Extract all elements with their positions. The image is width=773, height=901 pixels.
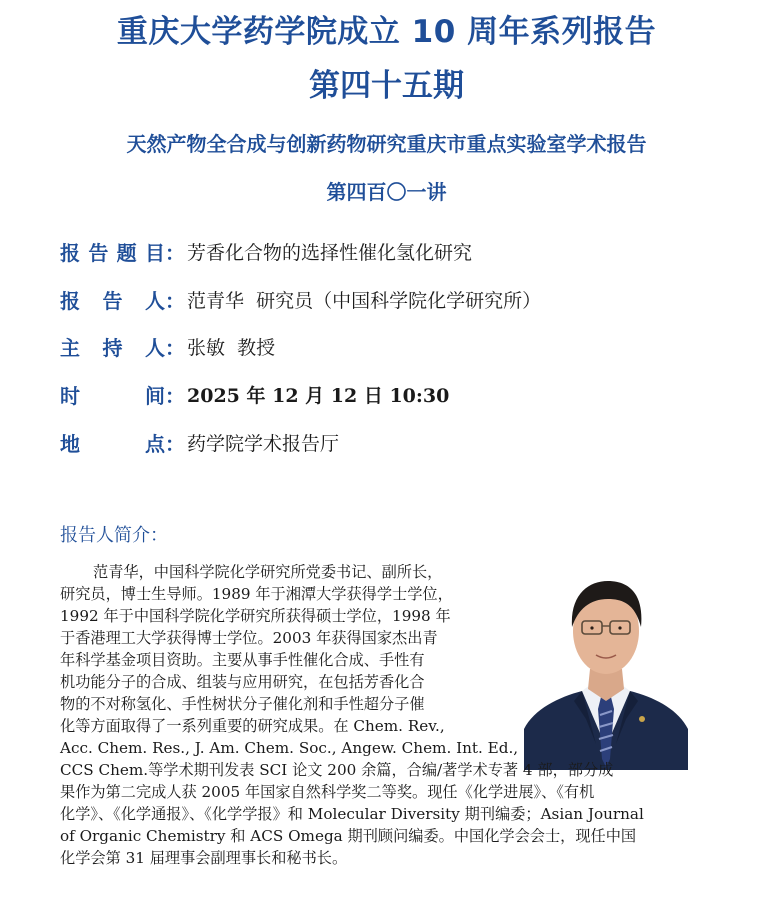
time-label: 时 间 xyxy=(60,383,165,408)
issue-number: 第四十五期 xyxy=(309,68,464,104)
speaker-photo xyxy=(524,569,688,770)
lecture-number: 第四百〇一讲 xyxy=(326,180,447,204)
bio-line: 于香港理工大学获得博士学位。2003 年获得国家杰出青 xyxy=(60,629,438,647)
speaker-row: 报 告 人 ： 范青华 研究员（中国科学院化学研究所） xyxy=(60,285,541,313)
bio-heading: 报告人简介： xyxy=(60,525,168,546)
place-label: 地 点 xyxy=(60,431,165,456)
bio-line: 化学》、《化学通报》、《化学学报》和 Molecular Diversity 期刊编委；Asian Journal xyxy=(60,805,644,823)
speaker-portrait-image xyxy=(524,569,688,770)
bio-line: Acc. Chem. Res., J. Am. Chem. Soc., Angew. Chem. Int. Ed., xyxy=(60,739,519,757)
bio-line: 化学会第 31 届理事会副理事长和秘书长。 xyxy=(60,849,348,867)
speaker-value: 范青华 研究员（中国科学院化学研究所） xyxy=(187,289,542,312)
bio-line: CCS Chem.等学术期刊发表 SCI 论文 200 余篇，合编/著学术专著 4 部，部分成 xyxy=(60,761,614,779)
speaker-label: 报 告 人 xyxy=(60,288,165,313)
bio-line: of Organic Chemistry 和 ACS Omega 期刊顾问编委。中国化学会会士，现任中国 xyxy=(60,827,637,845)
topic-label: 报 告 题 目 xyxy=(60,240,165,265)
host-label: 主 持 人 xyxy=(60,335,165,360)
page-title: 重庆大学药学院成立 10 周年系列报告 xyxy=(116,14,657,50)
topic-value: 芳香化合物的选择性催化氢化研究 xyxy=(187,241,473,264)
bio-line: 化等方面取得了一系列重要的研究成果。在 Chem. Rev., xyxy=(60,717,445,735)
host-row: 主 持 人 ： 张敏 教授 xyxy=(60,332,275,360)
bio-line: 范青华，中国科学院化学研究所党委书记、副所长， xyxy=(93,563,443,581)
bio-line: 研究员，博士生导师。1989 年于湘潭大学获得学士学位， xyxy=(60,585,453,603)
lab-subtitle: 天然产物全合成与创新药物研究重庆市重点实验室学术报告 xyxy=(126,132,647,156)
topic-row: 报 告 题 目 ： 芳香化合物的选择性催化氢化研究 xyxy=(60,237,472,265)
bio-line: 年科学基金项目资助。主要从事手性催化合成、手性有 xyxy=(60,651,425,669)
bio-line: 1992 年于中国科学院化学研究所获得硕士学位，1998 年 xyxy=(60,607,451,625)
host-value: 张敏 教授 xyxy=(187,336,276,359)
bio-line: 机功能分子的合成、组装与应用研究，在包括芳香化合 xyxy=(60,673,425,691)
time-row: 时 间 ： 2025 年 12 月 12 日 10:30 xyxy=(60,380,449,408)
place-value: 药学院学术报告厅 xyxy=(187,432,340,455)
time-value: 2025 年 12 月 12 日 10:30 xyxy=(187,384,450,407)
place-row: 地 点 ： 药学院学术报告厅 xyxy=(60,428,339,456)
bio-line: 果作为第二完成人获 2005 年国家自然科学奖二等奖。现任《化学进展》、《有机 xyxy=(60,783,595,801)
bio-line: 物的不对称氢化、手性树状分子催化剂和手性超分子催 xyxy=(60,695,425,713)
